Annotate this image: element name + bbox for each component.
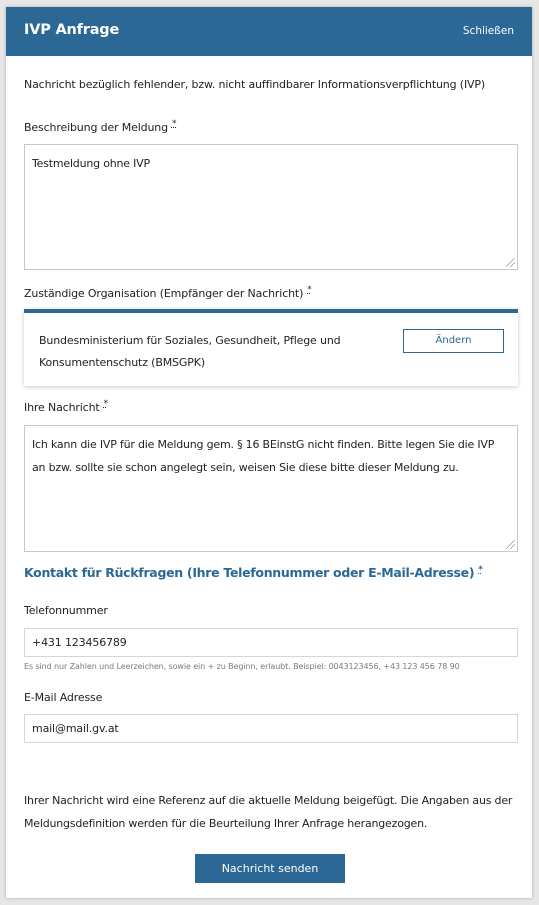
dialog-header: [6, 7, 532, 56]
message-textarea[interactable]: [24, 425, 518, 552]
required-marker: *: [171, 119, 177, 129]
description-textarea[interactable]: [24, 144, 518, 270]
description-label-text: Beschreibung der Meldung: [24, 121, 168, 134]
resize-grip-icon[interactable]: [506, 258, 515, 267]
phone-label: Telefonnummer: [24, 604, 108, 617]
required-marker: *: [307, 285, 312, 295]
resize-grip-icon[interactable]: [506, 540, 515, 549]
dialog-title: IVP Anfrage: [24, 22, 120, 38]
contact-title-text: Kontakt für Rückfragen (Ihre Telefonnummer oder E-Mail-Adresse): [24, 565, 475, 580]
description-label: [24, 120, 176, 137]
organisation-card: [24, 309, 518, 386]
message-value: Ich kann die IVP für die Meldung gem. § 16 BEinstG nicht finden. Bitte legen Sie die IVP an bzw. sollte sie schon angelegt sein, weisen Sie diese bitte dieser Meldung zu.: [32, 438, 495, 474]
organisation-name: Bundesministerium für Soziales, Gesundheit, Pflege und Konsumentenschutz (BMSGPK): [39, 334, 341, 369]
organisation-label-text: Zuständige Organisation (Empfänger der Nachricht): [24, 287, 304, 300]
ivp-request-dialog: [6, 7, 532, 898]
send-message-button[interactable]: Nachricht senden: [195, 854, 345, 883]
required-marker: *: [478, 565, 483, 575]
contact-section-title: [24, 565, 483, 580]
message-label-text: Ihre Nachricht: [24, 401, 100, 414]
required-marker: *: [103, 399, 108, 409]
message-label: [24, 400, 108, 417]
intro-text: Nachricht bezüglich fehlender, bzw. nicht auffindbarer Informationsverpflichtung (IVP): [24, 78, 486, 91]
close-button[interactable]: Schließen: [462, 25, 514, 37]
change-organisation-button[interactable]: Ändern: [403, 329, 504, 353]
description-value: Testmeldung ohne IVP: [32, 157, 150, 170]
organisation-label: [24, 286, 312, 303]
email-label: E-Mail Adresse: [24, 691, 103, 704]
email-input[interactable]: [24, 714, 518, 743]
phone-input[interactable]: [24, 628, 518, 657]
phone-hint: Es sind nur Zahlen und Leerzeichen, sowie ein + zu Beginn, erlaubt. Beispiel: 0043123456, +43 123 456 78 90: [24, 662, 460, 671]
reference-note: Ihrer Nachricht wird eine Referenz auf die aktuelle Meldung beigefügt. Die Angaben aus der Meldungsdefinition werden für die Beurteilung Ihrer Anfrage herangezogen.: [24, 794, 513, 830]
